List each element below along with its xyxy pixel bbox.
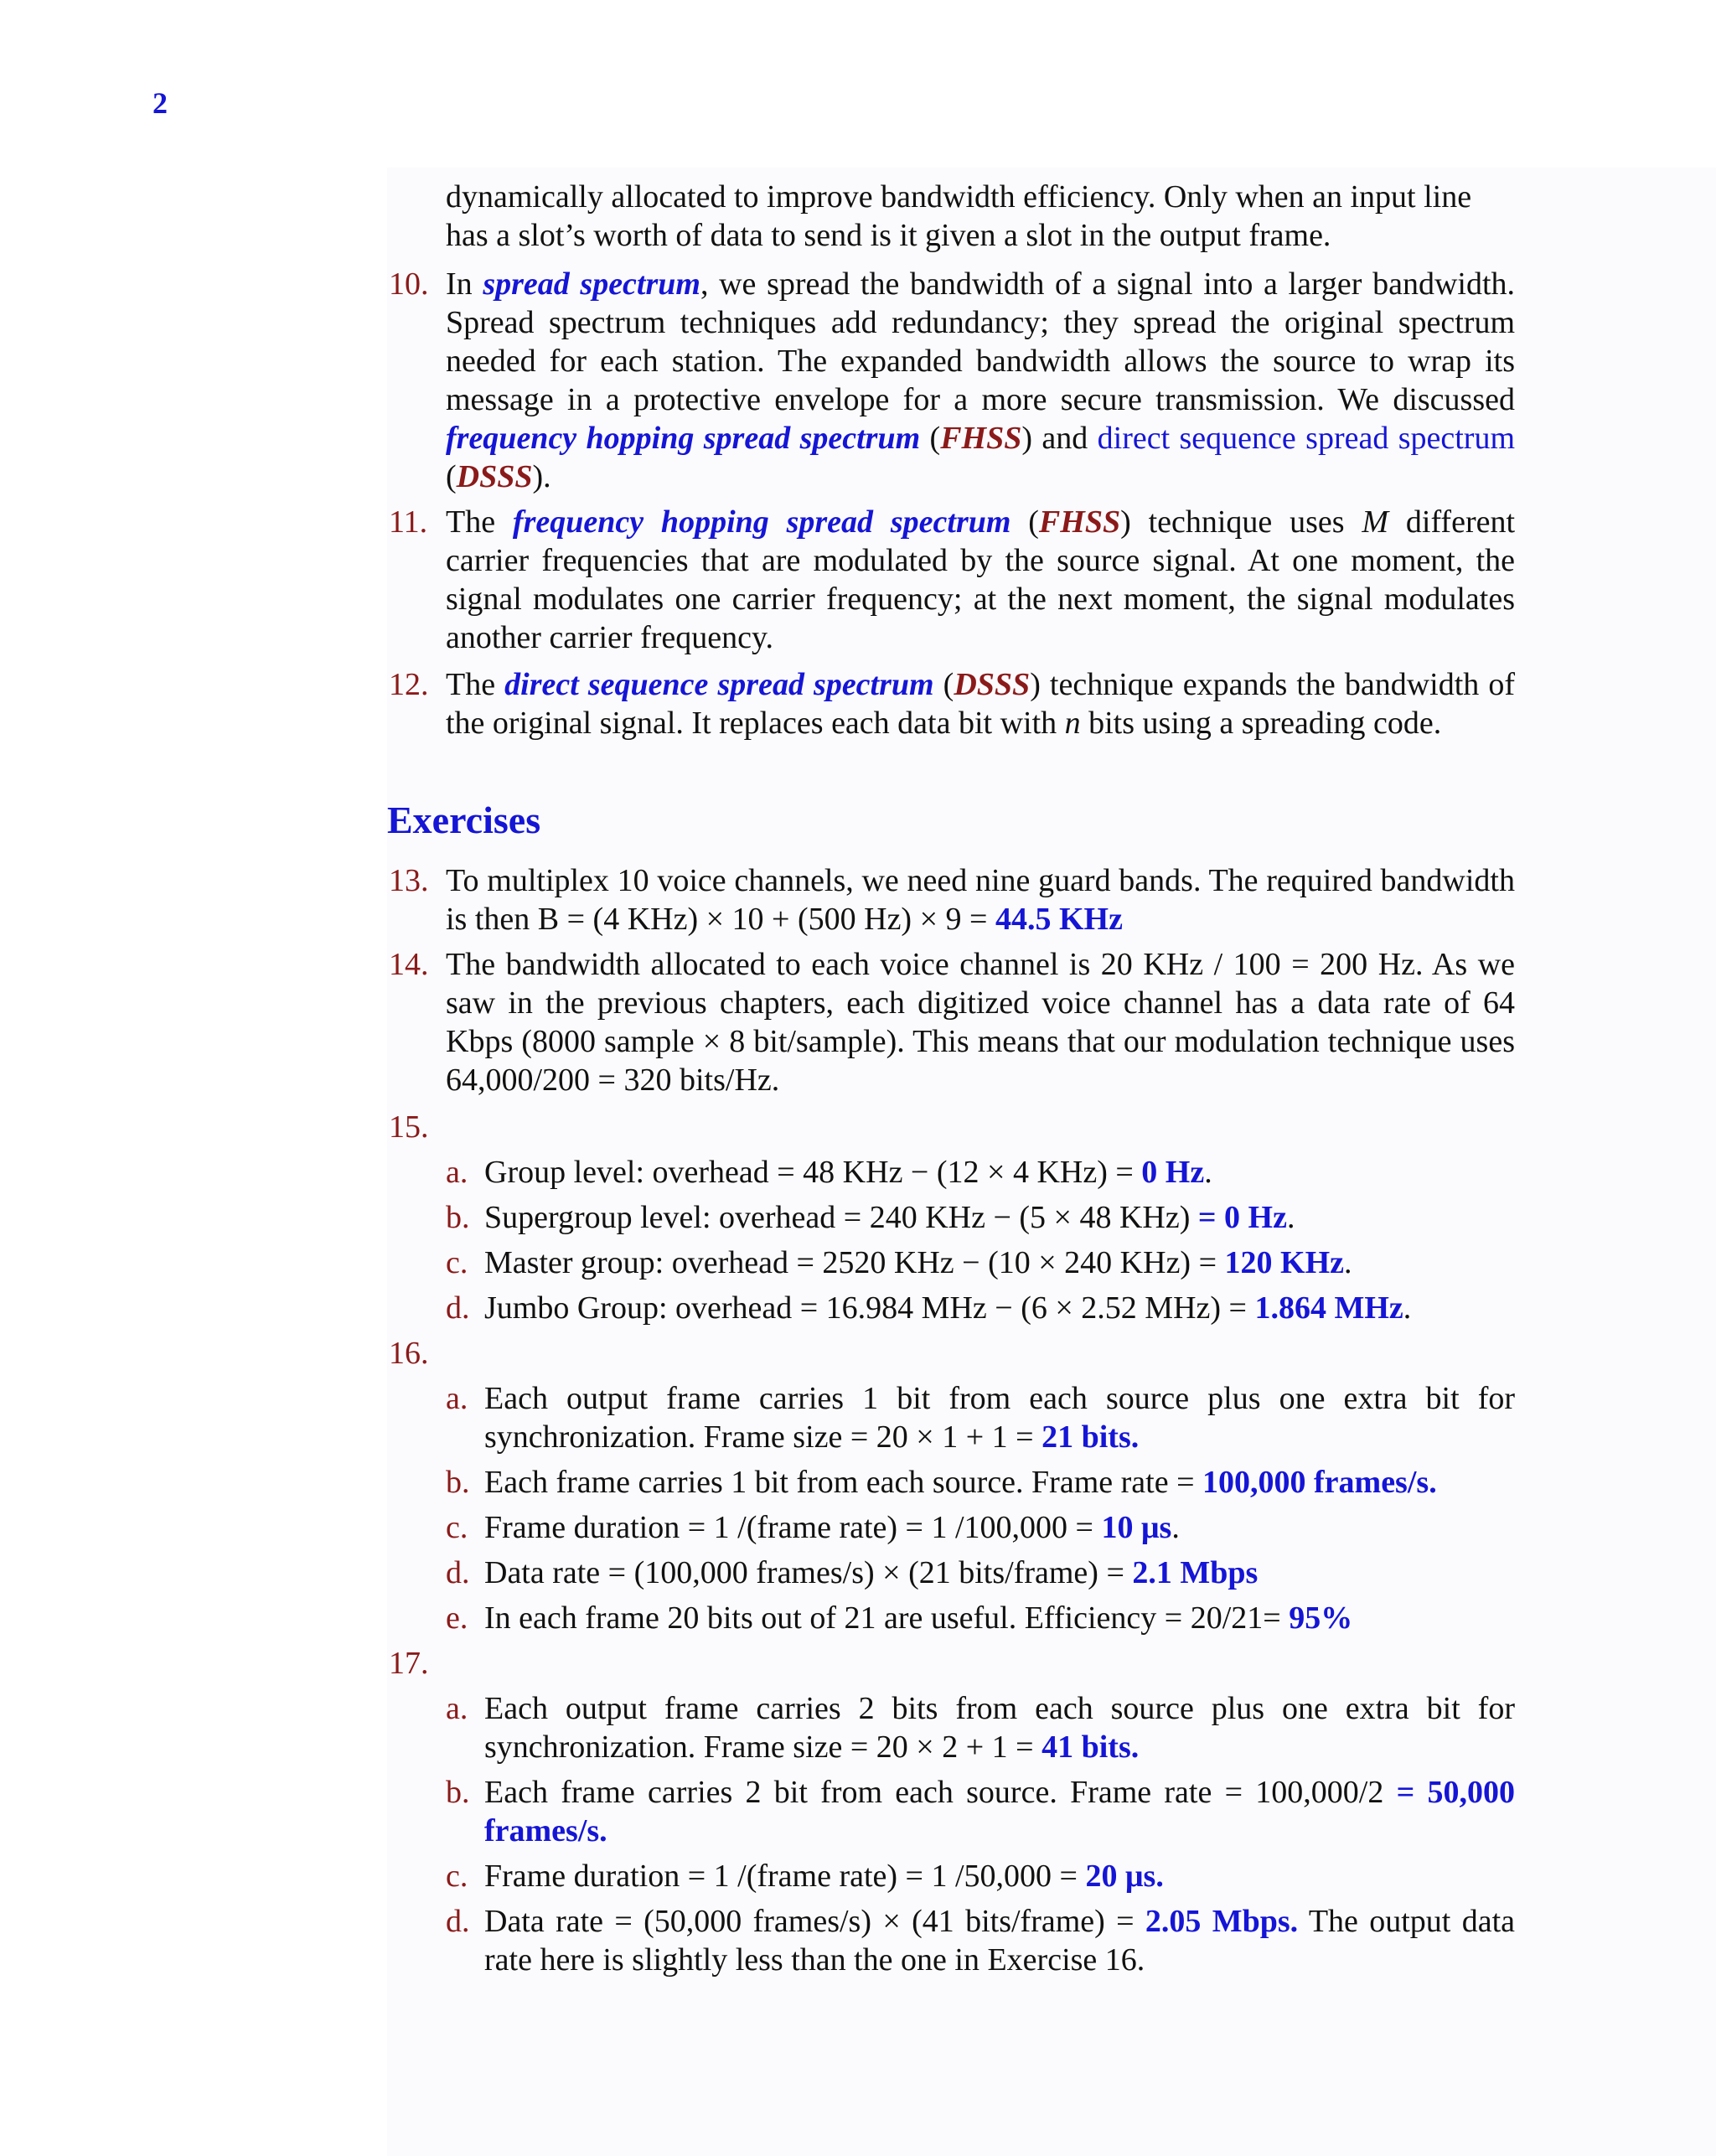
exercise-14-number: 14. — [389, 947, 429, 982]
exercise-15d-text: Jumbo Group: overhead = 16.984 MHz − (6 × 2.52 MHz) = 1.864 MHz. — [484, 1290, 1412, 1326]
exercise-17-number: 17. — [389, 1646, 429, 1681]
exercise-17a-letter: a. — [446, 1691, 468, 1726]
exercise-15-number: 15. — [389, 1109, 429, 1145]
answer-17b: = 50,000 frames/s. — [484, 1775, 1515, 1848]
key-term-dsss: direct sequence spread spectrum — [504, 667, 934, 702]
page-number: 2 — [152, 86, 168, 120]
answer-15d: 1.864 MHz — [1254, 1290, 1403, 1326]
key-term-fhss: frequency hopping spread spectrum — [446, 421, 921, 456]
exercise-13-number: 13. — [389, 863, 429, 898]
answer-17a: 41 bits. — [1041, 1729, 1140, 1765]
exercise-15c-letter: c. — [446, 1245, 468, 1280]
answer-17c: 20 μs. — [1085, 1859, 1164, 1894]
item-11-number: 11. — [389, 504, 428, 540]
item-11-text: The frequency hopping spread spectrum (FHSS) technique uses M different carrier frequencies that are modulated by the source signal. At one moment, the signal modulates one carrier frequency; at the next moment, the signal modulates another carrier frequency. — [446, 504, 1516, 655]
exercise-14-text: The bandwidth allocated to each voice channel is 20 KHz / 100 = 200 Hz. As we saw in the previous chapters, each digitized voice channel has a data rate of 64 Kbps (8000 sample × 8 bit/sample). This means that our modulation technique uses 64,000/200 = 320 bits/Hz. — [446, 947, 1515, 1098]
item-10-text: In spread spectrum, we spread the bandwidth of a signal into a larger bandwidth. Spread spectrum techniques add redundancy; they spread the original spectrum needed for each station. The expanded bandwidth allows the source to wrap its message in a protective envelope for a more secure transmission. We discussed frequency hopping spread spectrum (FHSS) and direct sequence spread spectrum (DSSS). — [446, 266, 1516, 494]
exercise-15b-text: Supergroup level: overhead = 240 KHz − (5 × 48 KHz) = 0 Hz. — [484, 1200, 1295, 1235]
exercise-16b-text: Each frame carries 1 bit from each source. Frame rate = 100,000 frames/s. — [484, 1465, 1437, 1500]
exercise-16a-letter: a. — [446, 1381, 468, 1416]
exercise-15a-text: Group level: overhead = 48 KHz − (12 × 4 KHz) = 0 Hz. — [484, 1155, 1212, 1190]
exercise-16e-letter: e. — [446, 1600, 468, 1636]
exercise-17c-text: Frame duration = 1 /(frame rate) = 1 /50,000 = 20 μs. — [484, 1859, 1164, 1894]
exercise-15b-letter: b. — [446, 1200, 470, 1235]
abbr-dsss: DSSS — [456, 459, 533, 494]
answer-16b: 100,000 frames/s. — [1202, 1465, 1437, 1500]
abbr-dsss: DSSS — [954, 667, 1031, 702]
link-direct-sequence-spread-spectrum[interactable]: direct sequence spread spectrum — [1097, 421, 1515, 456]
exercise-17d-letter: d. — [446, 1904, 470, 1939]
exercise-16d-letter: d. — [446, 1555, 470, 1590]
intro-line-1: dynamically allocated to improve bandwidth efficiency. Only when an input line — [446, 179, 1472, 215]
exercise-15d-letter: d. — [446, 1290, 470, 1326]
var-m: M — [1362, 504, 1389, 540]
exercise-16c-letter: c. — [446, 1510, 468, 1545]
exercise-17d-text: Data rate = (50,000 frames/s) × (41 bits/frame) = 2.05 Mbps. The output data rate here is slightly less than the one in Exercise 16. — [484, 1904, 1515, 1978]
exercises-heading: Exercises — [387, 799, 541, 841]
answer-15c: 120 KHz — [1224, 1245, 1345, 1280]
exercise-17a-text: Each output frame carries 2 bits from each source plus one extra bit for synchronization. Frame size = 20 × 2 + 1 = 41 bits. — [484, 1691, 1515, 1765]
key-term-fhss: frequency hopping spread spectrum — [512, 504, 1011, 540]
abbr-fhss: FHSS — [1038, 504, 1121, 540]
item-10-number: 10. — [389, 266, 429, 302]
answer-16e: 95% — [1289, 1600, 1353, 1636]
abbr-fhss: FHSS — [940, 421, 1022, 456]
exercise-15c-text: Master group: overhead = 2520 KHz − (10 × 240 KHz) = 120 KHz. — [484, 1245, 1352, 1280]
exercise-16-number: 16. — [389, 1336, 429, 1371]
answer-15b: = 0 Hz — [1197, 1200, 1287, 1235]
exercise-17b-letter: b. — [446, 1775, 470, 1810]
exercise-15a-letter: a. — [446, 1155, 468, 1190]
exercise-16e-text: In each frame 20 bits out of 21 are useful. Efficiency = 20/21= 95% — [484, 1600, 1353, 1636]
answer-16d: 2.1 Mbps — [1132, 1555, 1259, 1590]
answer-16c: 10 μs — [1101, 1510, 1172, 1545]
key-term-spread-spectrum: spread spectrum — [483, 266, 700, 302]
exercise-16d-text: Data rate = (100,000 frames/s) × (21 bits/frame) = 2.1 Mbps — [484, 1555, 1259, 1590]
exercise-16a-text: Each output frame carries 1 bit from each source plus one extra bit for synchronization. Frame size = 20 × 1 + 1 = 21 bits. — [484, 1381, 1515, 1455]
exercise-17b-text: Each frame carries 2 bit from each source. Frame rate = 100,000/2 = 50,000 frames/s. — [484, 1775, 1515, 1848]
intro-line-2: has a slot’s worth of data to send is it given a slot in the output frame. — [446, 218, 1331, 253]
exercise-13-text: To multiplex 10 voice channels, we need nine guard bands. The required bandwidth is then B = (4 KHz) × 10 + (500 Hz) × 9 = 44.5 KHz — [446, 863, 1515, 937]
var-n: n — [1064, 706, 1081, 741]
exercise-16c-text: Frame duration = 1 /(frame rate) = 1 /100,000 = 10 μs. — [484, 1510, 1180, 1545]
intro-paragraph — [446, 178, 1515, 255]
item-12-number: 12. — [389, 667, 429, 702]
answer-13: 44.5 KHz — [995, 902, 1123, 937]
item-12-text: The direct sequence spread spectrum (DSSS) technique expands the bandwidth of the original signal. It replaces each data bit with n bits using a spreading code. — [446, 667, 1516, 741]
exercise-16b-letter: b. — [446, 1465, 470, 1500]
answer-15a: 0 Hz — [1141, 1155, 1205, 1190]
answer-16a: 21 bits. — [1041, 1419, 1140, 1455]
answer-17d: 2.05 Mbps. — [1145, 1904, 1299, 1939]
exercise-17c-letter: c. — [446, 1859, 468, 1894]
